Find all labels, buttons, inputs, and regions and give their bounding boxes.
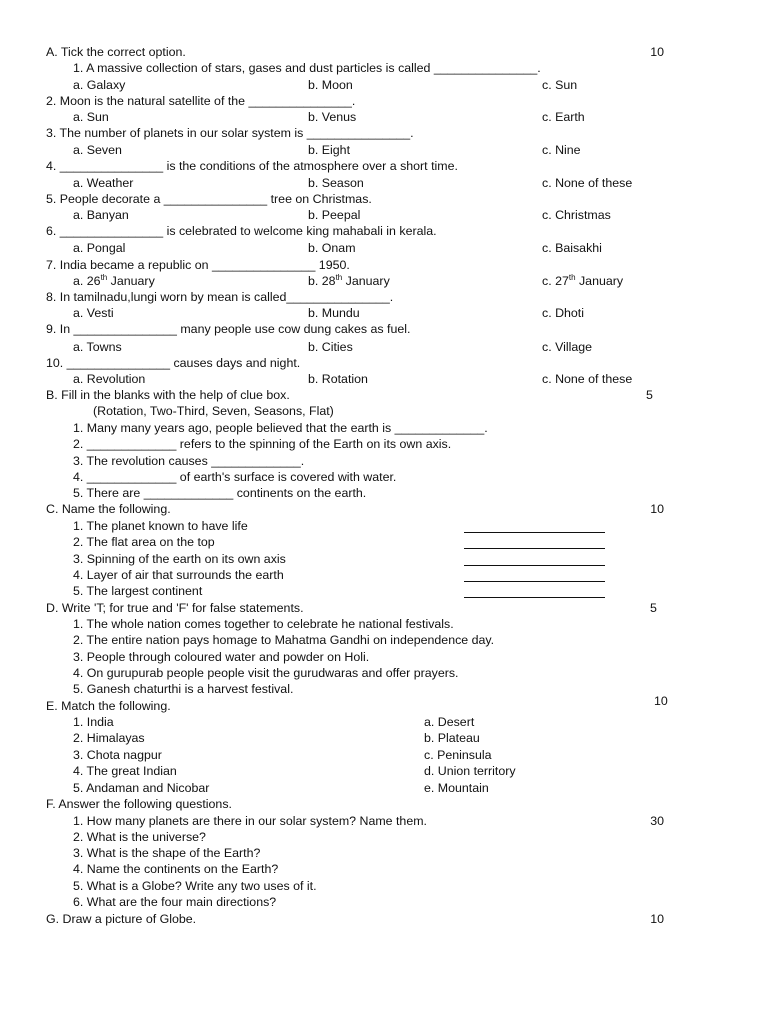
question-a7: 7. India became a republic on _______________ 1950.: [46, 258, 350, 272]
question-a4: 4. _______________ is the conditions of the atmosphere over a short time.: [46, 159, 458, 173]
option-a7-c-suffix: th: [568, 272, 576, 282]
name-item-2: 2. The flat area on the top: [73, 535, 215, 549]
fill-blank-3: 3. The revolution causes _____________.: [73, 454, 305, 468]
option-a6-a: a. Pongal: [73, 241, 126, 255]
option-a7-c-day: c. 27: [542, 274, 569, 288]
option-a9-b: b. Cities: [308, 340, 353, 354]
answer-line-5: [464, 597, 605, 598]
option-a8-b: b. Mundu: [308, 306, 360, 320]
option-a7-a-suffix: th: [100, 272, 108, 282]
match-left-2: 2. Himalayas: [73, 731, 145, 745]
question-f3: 3. What is the shape of the Earth?: [73, 846, 261, 860]
section-b-marks: 5: [646, 388, 653, 402]
statement-5: 5. Ganesh chaturthi is a harvest festival.: [73, 682, 294, 696]
match-left-3: 3. Chota nagpur: [73, 748, 162, 762]
match-right-2: b. Plateau: [424, 731, 480, 745]
option-a7-b-month: January: [342, 274, 390, 288]
section-g-marks: 10: [650, 912, 664, 926]
answer-line-3: [464, 565, 605, 566]
option-a7-c-month: January: [575, 274, 624, 288]
name-item-4: 4. Layer of air that surrounds the earth: [73, 568, 284, 582]
name-item-5: 5. The largest continent: [73, 584, 203, 598]
option-a4-b: b. Season: [308, 176, 364, 190]
question-f2: 2. What is the universe?: [73, 830, 206, 844]
question-a8: 8. In tamilnadu,lungi worn by mean is called_______________.: [46, 290, 394, 304]
option-a3-a: a. Seven: [73, 143, 122, 157]
option-a4-a: a. Weather: [73, 176, 134, 190]
question-f1: 1. How many planets are there in our solar system? Name them.: [73, 814, 427, 828]
match-right-5: e. Mountain: [424, 781, 489, 795]
match-right-3: c. Peninsula: [424, 748, 492, 762]
option-a7-b-suffix: th: [335, 272, 343, 282]
option-a6-c: c. Baisakhi: [542, 241, 602, 255]
option-a2-b: b. Venus: [308, 110, 357, 124]
fill-blank-1: 1. Many many years ago, people believed that the earth is _____________.: [73, 421, 488, 435]
option-a5-b: b. Peepal: [308, 208, 361, 222]
answer-line-4: [464, 581, 605, 582]
answer-line-1: [464, 532, 605, 533]
match-left-4: 4. The great Indian: [73, 764, 177, 778]
statement-1: 1. The whole nation comes together to celebrate he national festivals.: [73, 617, 454, 631]
name-item-3: 3. Spinning of the earth on its own axis: [73, 552, 286, 566]
section-f-heading: F. Answer the following questions.: [46, 797, 232, 811]
statement-3: 3. People through coloured water and powder on Holi.: [73, 650, 370, 664]
question-f4: 4. Name the continents on the Earth?: [73, 862, 279, 876]
question-f5: 5. What is a Globe? Write any two uses of it.: [73, 879, 317, 893]
question-a10: 10. _______________ causes days and night.: [46, 356, 301, 370]
fill-blank-2: 2. _____________ refers to the spinning of the Earth on its own axis.: [73, 437, 452, 451]
section-c-heading: C. Name the following.: [46, 502, 171, 516]
option-a8-c: c. Dhoti: [542, 306, 585, 320]
match-left-5: 5. Andaman and Nicobar: [73, 781, 210, 795]
question-a2: 2. Moon is the natural satellite of the _______________.: [46, 94, 356, 108]
option-a7-a-month: January: [107, 274, 155, 288]
section-e-marks: 10: [654, 694, 668, 708]
option-a9-a: a. Towns: [73, 340, 122, 354]
statement-2: 2. The entire nation pays homage to Mahatma Gandhi on independence day.: [73, 633, 495, 647]
section-f-marks: 30: [650, 814, 664, 828]
option-a4-c: c. None of these: [542, 176, 633, 190]
option-a7-a-day: a. 26: [73, 274, 101, 288]
option-a3-c: c. Nine: [542, 143, 581, 157]
option-a3-b: b. Eight: [308, 143, 351, 157]
question-a3: 3. The number of planets in our solar system is _______________.: [46, 126, 414, 140]
fill-blank-5: 5. There are _____________ continents on the earth.: [73, 486, 367, 500]
question-a9: 9. In _______________ many people use cow dung cakes as fuel.: [46, 322, 411, 336]
section-e-heading: E. Match the following.: [46, 699, 171, 713]
match-right-1: a. Desert: [424, 715, 475, 729]
fill-blank-4: 4. _____________ of earth's surface is covered with water.: [73, 470, 397, 484]
option-a1-a: a. Galaxy: [73, 78, 126, 92]
question-f6: 6. What are the four main directions?: [73, 895, 277, 909]
section-b-heading: B. Fill in the blanks with the help of clue box.: [46, 388, 290, 402]
option-a7-b-day: b. 28: [308, 274, 336, 288]
match-right-4: d. Union territory: [424, 764, 516, 778]
option-a5-a: a. Banyan: [73, 208, 129, 222]
section-a-heading: A. Tick the correct option.: [46, 45, 186, 59]
option-a10-b: b. Rotation: [308, 372, 368, 386]
option-a2-c: c. Earth: [542, 110, 585, 124]
question-a6: 6. _______________ is celebrated to welcome king mahabali in kerala.: [46, 224, 437, 238]
option-a1-b: b. Moon: [308, 78, 353, 92]
option-a6-b: b. Onam: [308, 241, 356, 255]
option-a10-c: c. None of these: [542, 372, 633, 386]
match-left-1: 1. India: [73, 715, 114, 729]
option-a9-c: c. Village: [542, 340, 593, 354]
section-g-heading: G. Draw a picture of Globe.: [46, 912, 197, 926]
statement-4: 4. On gurupurab people people visit the gurudwaras and offer prayers.: [73, 666, 459, 680]
option-a7-a: [73, 273, 155, 289]
clue-box: (Rotation, Two-Third, Seven, Seasons, Flat): [93, 404, 334, 418]
option-a7-c: [542, 273, 623, 289]
section-d-heading: D. Write 'T; for true and 'F' for false statements.: [46, 601, 304, 615]
section-a-marks: 10: [650, 45, 664, 59]
option-a5-c: c. Christmas: [542, 208, 611, 222]
section-d-marks: 5: [650, 601, 657, 615]
section-c-marks: 10: [650, 502, 664, 516]
option-a1-c: c. Sun: [542, 78, 578, 92]
option-a10-a: a. Revolution: [73, 372, 146, 386]
option-a8-a: a. Vesti: [73, 306, 114, 320]
question-a1: 1. A massive collection of stars, gases and dust particles is called _______________.: [73, 61, 541, 75]
name-item-1: 1. The planet known to have life: [73, 519, 248, 533]
option-a7-b: [308, 273, 390, 289]
option-a2-a: a. Sun: [73, 110, 109, 124]
answer-line-2: [464, 548, 605, 549]
question-a5: 5. People decorate a _______________ tree on Christmas.: [46, 192, 372, 206]
